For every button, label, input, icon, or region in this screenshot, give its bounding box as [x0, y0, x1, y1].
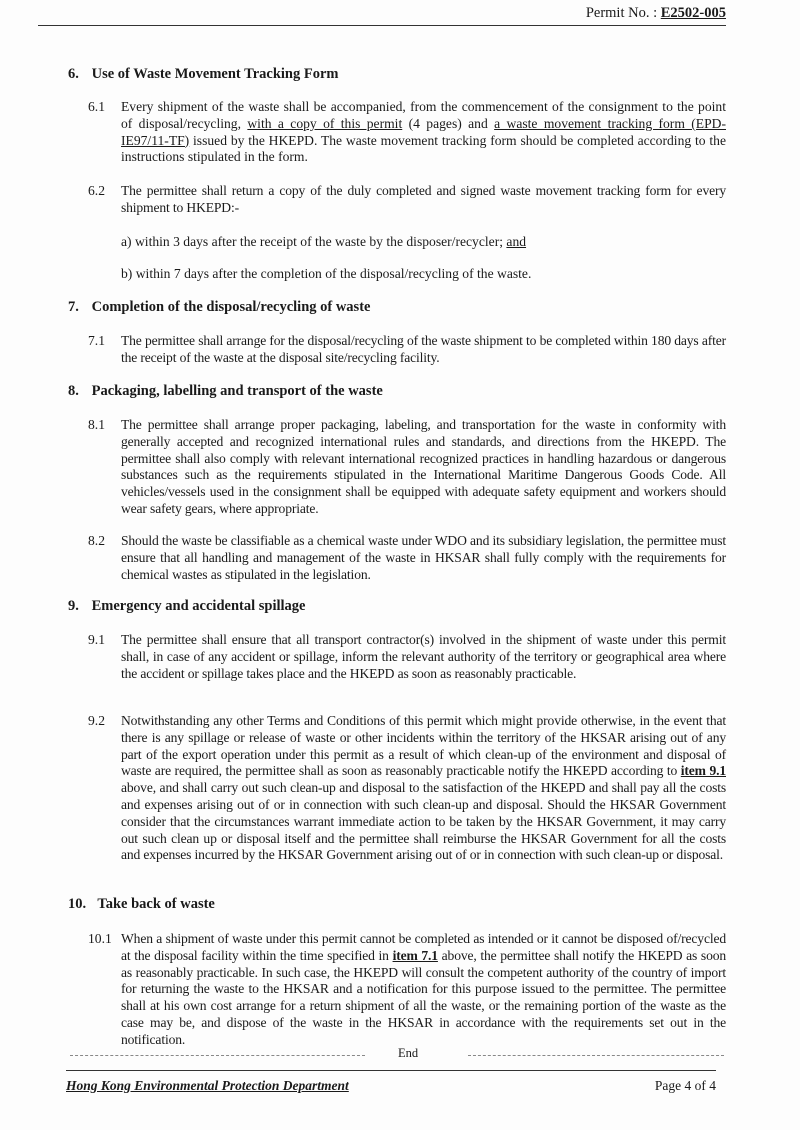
item-8-1 [88, 417, 726, 518]
section-6-heading [68, 66, 339, 83]
section-10-heading [68, 896, 215, 913]
item-number: 6.2 [88, 183, 105, 198]
item-text: Should the waste be classifiable as a chemical waste under WDO and its subsidiary legislation, the permittee must ensure that all handling and management of the waste in HKSAR shall fully comply with the requirements for chemical wastes as stipulated in the legislation. [121, 533, 726, 582]
subitem-label: b) [121, 266, 133, 281]
item-text [121, 99, 726, 166]
section-9-heading [68, 598, 306, 615]
permit-number-header [586, 5, 726, 22]
section-number: 7. [68, 299, 79, 315]
section-title: Packaging, labelling and transport of the waste [91, 383, 383, 399]
item-text: The permittee shall return a copy of the duly completed and signed waste movement tracking form for every shipment to HKEPD:- [121, 183, 726, 215]
item-text [121, 713, 726, 864]
end-dashed-line-left [70, 1055, 365, 1056]
subitem-text: within 3 days after the receipt of the waste by the disposer/recycler; [134, 234, 507, 249]
section-number: 8. [68, 383, 79, 399]
header-divider [38, 25, 726, 26]
underlined-text: and [506, 234, 527, 249]
item-6-1 [88, 99, 726, 166]
permit-number: E2502-005 [660, 5, 726, 21]
subitem-a [121, 234, 526, 250]
item-number: 8.1 [88, 417, 105, 432]
end-dashed-line-right [468, 1055, 724, 1056]
section-7-heading [68, 299, 370, 316]
item-9-2 [88, 713, 726, 864]
text-segment: Every shipment of the waste shall be accompanied, from the commencement of the consignment to the point of disposal/recycling, [121, 99, 726, 131]
item-text: The permittee shall arrange proper packaging, labeling, and transportation for the waste in conformity with generally accepted and recognized international rules and standards, and directions from the HKEPD. The permittee shall also comply with relevant international recognized practices in handling hazardous or dangerous substances such as the requirements stipulated in the International Maritime Dangerous Goods Code. All vehicles/vessels used in the consignment shall be equipped with adequate safety equipment and workers should wear safety gears, where appropriate. [121, 417, 726, 516]
item-8-2 [88, 533, 726, 583]
item-text: The permittee shall ensure that all transport contractor(s) involved in the shipment of waste under this permit shall, in case of any accident or spillage, inform the relevant authority of the territory or geographical area where the accident or spillage takes place and the HKEPD as soon as reasonably practicable. [121, 632, 726, 681]
section-title: Completion of the disposal/recycling of waste [91, 299, 371, 315]
item-7-1 [88, 333, 726, 367]
section-title: Take back of waste [97, 896, 215, 912]
item-text: The permittee shall arrange for the disposal/recycling of the waste shipment to be completed within 180 days after the receipt of the waste at the disposal site/recycling facility. [121, 333, 726, 365]
subitem-text: within 7 days after the completion of the disposal/recycling of the waste. [135, 266, 532, 281]
text-segment: (4 pages) and [402, 115, 495, 131]
subitem-b [121, 266, 531, 282]
end-marker-row [68, 1048, 728, 1062]
permit-label: Permit No. : [585, 5, 658, 21]
item-number: 10.1 [88, 931, 112, 946]
text-segment: issued by the HKEPD. The waste movement tracking form should be completed according to the instructions stipulated in the form. [121, 132, 726, 165]
section-title: Use of Waste Movement Tracking Form [91, 66, 339, 82]
item-reference: item 7.1 [392, 947, 438, 963]
underlined-text: a waste movement tracking form (EPD-IE97/11-TF) [121, 115, 726, 148]
text-segment: above, the permittee shall notify the HKEPD as soon as reasonably practicable. In such case, the HKEPD will consult the competent authority of the country of import for returning the waste to the HKSAR and a notification for this purpose issued to the permittee. The permittee shall at his own cost arrange for a return shipment of all the waste, or the remaining portion of the waste as the case may be, and dispose of the waste in the HKSAR in accordance with the requirements set out in the notification. [121, 947, 727, 1047]
item-number: 8.2 [88, 533, 105, 548]
text-segment: above, and shall carry out such clean-up and disposal to the satisfaction of the HKEPD and shall pay all the costs and expenses arising out of or in connection with such clean-up and disposal. Should the HKSAR Government consider that the circumstances warrant immediate action to be taken by the HKSAR Government, it may carry out such clean up or disposal itself and the permittee shall reimburse the HKSAR Government for all the costs and expenses incurred by the HKSAR Government arising out of or in connection with such clean-up or disposal. [121, 780, 726, 863]
section-8-heading [68, 383, 383, 400]
section-number: 6. [68, 66, 79, 82]
item-text [121, 931, 726, 1049]
section-title: Emergency and accidental spillage [91, 598, 306, 614]
subitem-label: a) [121, 234, 132, 249]
section-number: 10. [68, 896, 87, 912]
end-marker: End [398, 1046, 419, 1060]
item-reference: item 9.1 [680, 763, 726, 779]
section-number: 9. [68, 598, 79, 614]
item-number: 6.1 [88, 99, 105, 114]
item-number: 7.1 [88, 333, 105, 348]
item-6-2 [88, 183, 726, 217]
footer-page-number: Page 4 of 4 [654, 1078, 716, 1093]
footer-divider [66, 1070, 716, 1071]
text-segment: Notwithstanding any other Terms and Conditions of this permit which might provide otherwise, in the event that there is any spillage or release of waste or other incidents within the territory of the HKSAR arising out of any part of the export operation under this permit as a result of which clean-up of the environment and disposal of waste are required, the permittee shall as soon as reasonably practicable notify the HKEPD according to [121, 713, 726, 779]
underlined-text: with a copy of this permit [247, 115, 403, 131]
item-9-1 [88, 632, 726, 682]
item-number: 9.2 [88, 713, 105, 728]
text-segment: When a shipment of waste under this permit cannot be completed as intended or it cannot be disposed of/recycled at the disposal facility within the time specified in [121, 931, 726, 963]
item-number: 9.1 [88, 632, 105, 647]
footer-department: Hong Kong Environmental Protection Department [66, 1078, 349, 1093]
item-10-1 [88, 931, 726, 1049]
